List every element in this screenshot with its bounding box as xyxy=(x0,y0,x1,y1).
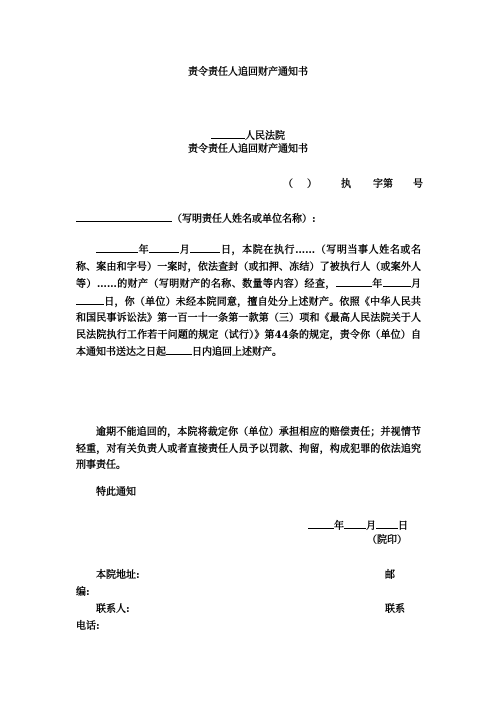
days-blank xyxy=(166,344,192,355)
court-seal: （院印） xyxy=(367,535,407,546)
sign-day-blank xyxy=(376,518,398,529)
postal-label-a: 邮 xyxy=(385,570,395,581)
postal-label-b: 编: xyxy=(76,587,90,598)
paragraph-1-end: 日内追回上述财产。 xyxy=(192,347,282,358)
addressee-note: （写明责任人姓名或单位名称）: xyxy=(172,214,316,225)
address-label: 本院地址: xyxy=(96,570,140,581)
paragraph-1-text-b: 日，你（单位）未经本院同意，擅自处分上述财产。依照《中华人民共和国民事诉讼法》第一百一十一条第一款第（三）项和《最高人民法院关于人民法院执行工作若干问题的规定（试行）》第44条的规定，责令你（单位）自本通知书送达之日起 xyxy=(76,296,421,358)
sign-day-label: 日 xyxy=(398,521,408,532)
sign-month-label: 月 xyxy=(366,521,376,532)
paragraph-1-text-a: 日，本院在执行……（写明当事人姓名或名称、案由和字号）一案时，依法查封（或扣押、冻结）了被执行人（或案外人等）……的财产（写明财产的名称、数量等内容）经查， xyxy=(76,245,422,290)
phone-label-a: 联系 xyxy=(385,604,405,615)
sign-year-label: 年 xyxy=(334,521,344,532)
date2-year-blank xyxy=(336,276,372,287)
date1-year-blank xyxy=(96,242,138,253)
case-number xyxy=(283,178,423,192)
paragraph-2-text: 逾期不能追回的，本院将裁定你（单位）承担相应的赔偿责任；并视情节轻重，对有关负责人或者直接责任人员予以罚款、拘留，构成犯罪的依法追究刑事责任。 xyxy=(76,427,421,471)
case-hao: 号 xyxy=(413,179,423,190)
court-name xyxy=(0,128,496,144)
paragraph-2 xyxy=(76,425,421,475)
date1-year-label: 年 xyxy=(138,245,150,256)
date2-day-blank xyxy=(76,294,104,305)
date2-month-blank xyxy=(383,276,411,287)
contact-label: 联系人: xyxy=(96,604,130,615)
case-open-paren: （ xyxy=(283,179,293,190)
notice-title: 责令责任人追回财产通知书 xyxy=(188,144,308,155)
addressee-line xyxy=(76,211,316,227)
case-zi: 字第 xyxy=(373,179,393,190)
date1-day-blank xyxy=(190,242,220,253)
court-suffix: 人民法院 xyxy=(245,131,285,142)
sign-month-blank xyxy=(344,518,366,529)
case-close-paren: ） xyxy=(307,179,317,190)
sign-date xyxy=(308,518,408,534)
date1-month-blank xyxy=(149,242,179,253)
top-title: 责令责任人追回财产通知书 xyxy=(188,67,308,78)
phone-label-b: 电话: xyxy=(76,621,100,632)
date1-month-label: 月 xyxy=(179,245,191,256)
case-zhi: 执 xyxy=(341,179,351,190)
paragraph-1 xyxy=(76,242,421,362)
closing: 特此通知 xyxy=(96,487,136,498)
date2-year-label: 年 xyxy=(371,279,383,290)
sign-year-blank xyxy=(308,518,334,529)
date2-month-label: 月 xyxy=(410,279,422,290)
court-blank xyxy=(211,128,245,139)
addressee-blank xyxy=(76,211,172,222)
